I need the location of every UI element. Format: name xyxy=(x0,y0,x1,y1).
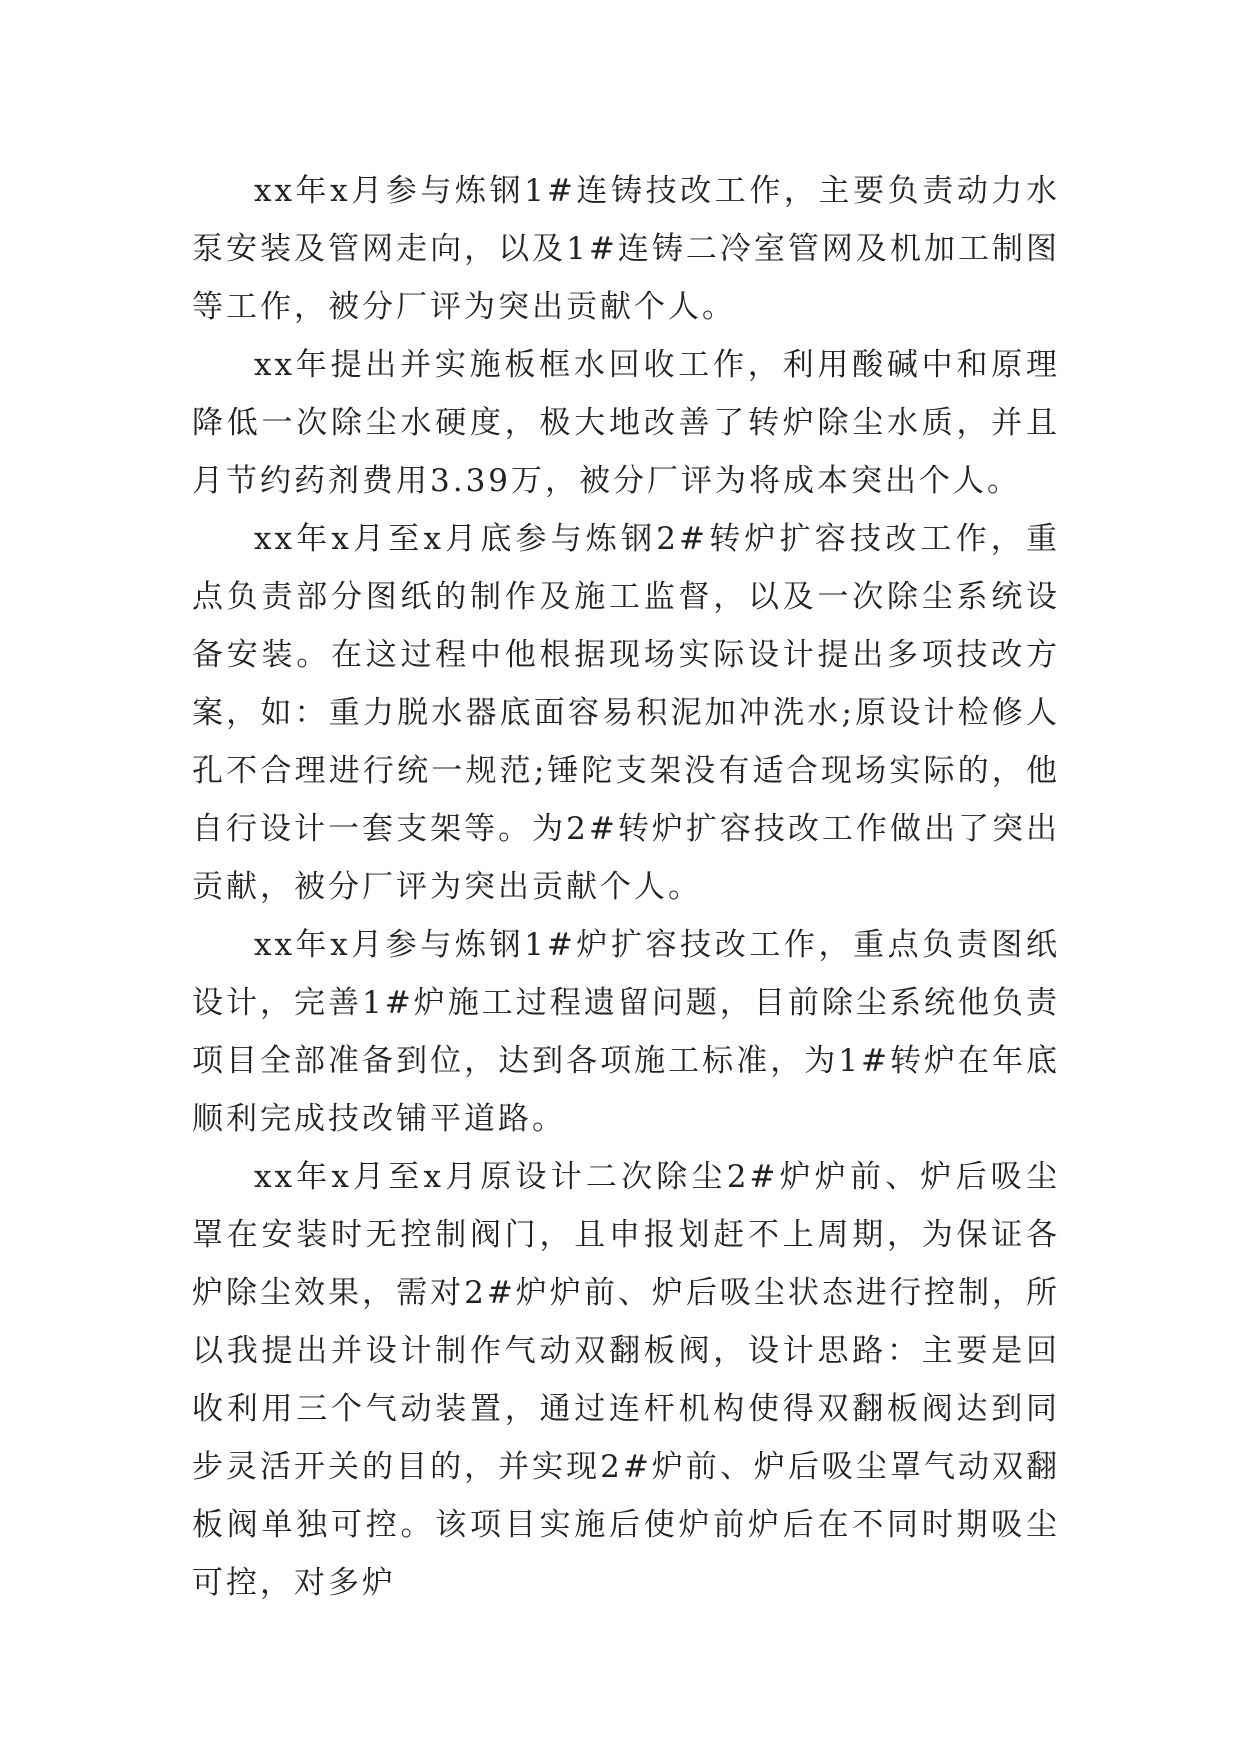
paragraph-2: xx年提出并实施板框水回收工作，利用酸碱中和原理降低一次除尘水硬度，极大地改善了转炉除尘水质，并且月节约药剂费用3.39万，被分厂评为将成本突出个人。 xyxy=(192,347,1060,499)
document-body xyxy=(192,162,1060,1612)
paragraph-3: xx年x月至x月底参与炼钢2#转炉扩容技改工作，重点负责部分图纸的制作及施工监督，以及一次除尘系统设备安装。在这过程中他根据现场实际设计提出多项技改方案，如：重力脱水器底面容易积泥加冲洗水;原设计检修人孔不合理进行统一规范;锤陀支架没有适合现场实际的，他自行设计一套支架等。为2#转炉扩容技改工作做出了突出贡献，被分厂评为突出贡献个人。 xyxy=(192,521,1060,905)
paragraph-5: xx年x月至x月原设计二次除尘2#炉炉前、炉后吸尘罩在安装时无控制阀门，且申报划赶不上周期，为保证各炉除尘效果，需对2#炉炉前、炉后吸尘状态进行控制，所以我提出并设计制作气动双翻板阀，设计思路：主要是回收利用三个气动装置，通过连杆机构使得双翻板阀达到同步灵活开关的目的，并实现2#炉前、炉后吸尘罩气动双翻板阀单独可控。该项目实施后使炉前炉后在不同时期吸尘可控，对多炉 xyxy=(192,1159,1060,1601)
paragraph-1: xx年x月参与炼钢1#连铸技改工作，主要负责动力水泵安装及管网走向，以及1#连铸二冷室管网及机加工制图等工作，被分厂评为突出贡献个人。 xyxy=(192,173,1060,325)
paragraph-4: xx年x月参与炼钢1#炉扩容技改工作，重点负责图纸设计，完善1#炉施工过程遗留问题，目前除尘系统他负责项目全部准备到位，达到各项施工标准，为1#转炉在年底顺利完成技改铺平道路。 xyxy=(192,927,1060,1137)
